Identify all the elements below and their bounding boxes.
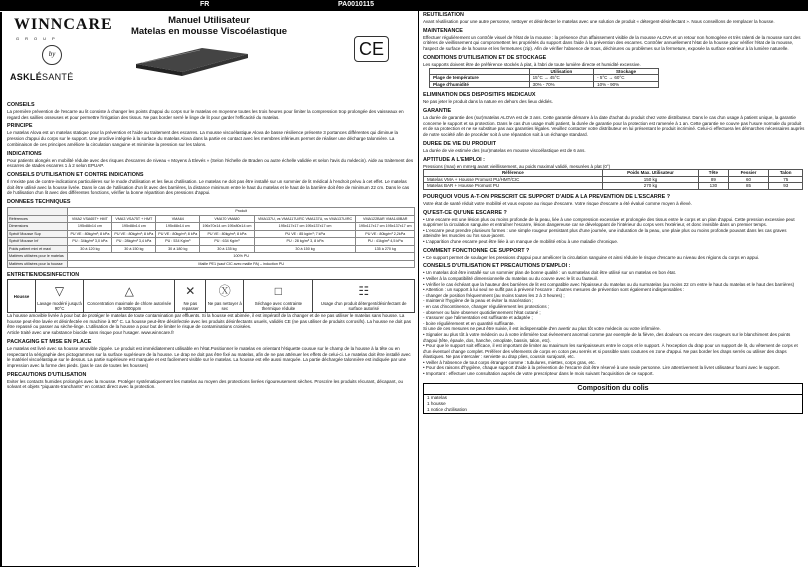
- storage-table: [429, 68, 659, 89]
- section-text: La durée de vie estimée des (sur)matelas en mousse viscoélastique est de 6 ans.: [423, 147, 586, 153]
- section-heading: MAINTENANCE: [423, 27, 463, 34]
- list-item: Si une de ces mesures ne peut être suivie, il est indispensable d'en avertir au plus tôt votre médecin ou votre infirmière.: [423, 326, 661, 332]
- tumble-dry-icon: □: [274, 284, 283, 299]
- table-row: Plage d'humidité 30% - 70% 10% - 90%: [430, 81, 659, 88]
- list-item: 1 matelas: [427, 394, 447, 400]
- pressure-table: [423, 169, 803, 190]
- section-text: La housse amovible livrée à pour but de protéger le matelas de toute contamination par effluents. Si la housse est abimée, il est impératif de la changer et de ne pas utiliser le matelas sans housse. La housse peut-être lavée et désinfectée en machine à 90° C. La housse peut-être désinfectée avec les produits désinfectants usuels, validés CE (ne pas utiliser de produits corrosifs). La housse ne doit pas être repassé ou passer au sèche-linge. L'utilisation de la housse a pour but de limiter le risque de contaminations croisées.: [7, 313, 412, 330]
- list-item: • Une escarre est une lésion plus ou moins profonde de la peau, liée à une compression excessive et prolongée des tissus entre le corps et un plan d'appui. Cette pression excessive peut supprimer la circulation sanguine et entraîner l'escarre, lésion dangereuse car se développant de l'intérieur du corps vers l'extérieur, et donc invisible dans un premier temps.: [423, 216, 795, 228]
- section-heading: COMMENT FONCTIONNE CE SUPPORT ?: [423, 247, 530, 254]
- section-text: Pour patients alongés en mobilité réduite avec des risques d'escarres de niveau « Moyens à Elevés » (Selon l'échelle de Braden ou autre échelle validée et selon l'avis du médecin). Aide au traitement des escarres de stades escarres 1 à 2 selon EPUAP.: [7, 157, 414, 169]
- no-dry-clean-icon: Ⓧ: [218, 284, 231, 299]
- table-row: Références VMA2 VSA65T+ HMT VMA3 VSA75T + HMT VMA64 VMA70 VMA80 VMA137U, vs VMA117U/RC VMA137U, vs VMA137U/RC VMA122BAR VMA140BAR: [8, 215, 415, 223]
- disinfectant-icon: ☷: [358, 284, 370, 299]
- housse-label: Housse: [8, 280, 36, 313]
- list-item: • Veiller à l'absence de tout corps étranger comme : tubulures, miettes, corps gras, etc.: [423, 359, 596, 365]
- section-heading: CONSEILS: [7, 102, 35, 108]
- header-bar: [0, 0, 808, 11]
- list-item: • Vérifier le cas échéant que la hauteur des barrières de lit est compatible avec l'épaisseur du matelas ou du surmatelas (au moins 22 cm entre le haut du matelas et le haut des barrières): [423, 281, 795, 287]
- table-row: Spécif Mousse Inf PU : 34kg/m³ 3,0 kPa PU : 28kg/m³ 3,4 kPa PU : 534 Kg/m³ PU : 634 Kg/m³ PU : 28 kg/m³ 3, 8 kPa PU : 41kg/m³ 4,5 kPa: [8, 238, 415, 246]
- section-text: Article traité avec une substance biocide sans risque pour l'usager. www.winncare.fr: [7, 330, 174, 336]
- section-text: La première prévention de l'escarre au lit consiste à changer les points d'appui du corps sur le matelas en moyenne toutes les trois heures pour limiter la compression trop prolongée des vaisseaux en regard des saillies osseuses et pour permettre l'irrigation des tissus. Ne pas border serré le linge de lit pour garder l'efficacité du matelas.: [7, 109, 404, 120]
- list-item: - changer de position fréquemment (au moins toutes les 2 à 3 heures) ;: [423, 292, 565, 298]
- language-code: FR: [200, 1, 210, 8]
- section-heading: DUREE DE VIE DU PRODUIT: [423, 140, 497, 147]
- mattress-illustration-icon: [132, 42, 252, 78]
- technical-data-table: [7, 207, 415, 268]
- by-badge: by: [42, 45, 62, 65]
- section-heading: REUTILISATION: [423, 12, 464, 18]
- section-heading: CONSEILS D'UTILISATION ET CONTRE INDICATIONS: [7, 171, 144, 178]
- section-text: Les supports doivent être de préférence stockés à plat, à l'abri de toute lumière directe et humidité excessive.: [423, 61, 641, 67]
- section-heading: ELIMINATION DES DISPOSITIFS MEDICAUX: [423, 92, 536, 99]
- table-row: Matières utilisées pour le matelas 100% PU: [8, 253, 415, 261]
- section-heading: PRINCIPE: [7, 123, 33, 130]
- list-item: • Important : effectuer une consultation auprès de votre prescripteur dans le mois suivant l'acquisition de ce support.: [423, 371, 654, 377]
- list-item: 1 housse: [427, 400, 446, 406]
- table-row: Matières utilisées pour la housse Maille PE1 (sauf CIC avec maille PA) – induction PU: [8, 260, 415, 268]
- section-text: Le matelas Alova est un matelas statique pour la prévention et l'aide au traitement des escarres. La mousse viscoélastique Alova de basse résilience présente 3 portances différentes qui diminue la pression d'appui du corps sur le support. Une proclive intégrée à la surface du matelas Alova dans la partie en contact avec les membres inférieurs permet de réaliser une décharge talonnière. La combinaison de ces principes améliore la circulation sanguine et minimise la pression sur les talons.: [7, 130, 399, 147]
- section-text: La durée de garantie des (sur)matelas ALOVA est de 3 ans. Cette garantie démarre à la date d'achat du produit chez votre distributeur. Dans le cas d'un usage à patient unique, la garantie concerne le support et sa protection. Dans le cas d'un usage multi patient, la durée de garantie pour la protection est ramenée à 1 an. Cette garantie ne couvre pas l'usure normale du produit et de sa protection et ne se substitue pas aux garanties légales. Veuillez contacter votre distributeur en lui présentant le produit incriminé. Celui-ci effectuera les démarches nécessaires auprès de notre société afin de procéder soit à une réparation soit à un échange standard.: [423, 115, 805, 138]
- list-item: • Un matelas doit être installé sur un sommier plan de bonne qualité : un surmatelas doit être utilisé sur un matelas en bon état.: [423, 270, 676, 276]
- section-text: Ne pas jeter le produit dans la nature en dehors des lieux dédiés.: [423, 99, 553, 105]
- column-divider: [418, 0, 419, 567]
- brand-block: [8, 12, 113, 90]
- manual-title: Manuel Utilisateur: [168, 15, 250, 26]
- section-text: Pressions (max) en mmHg avant vieillissement, au poids maximal validé, mesurées à plat (0°): [423, 163, 611, 169]
- table-row: Poids patient mini et maxi 30 à 120 kg 30 à 150 kg 30 à 180 kg 30 à 135 kg 30 à 150 kg 135 à 270 kg: [8, 245, 415, 253]
- product-title: Matelas en mousse Viscoélastique: [130, 26, 288, 37]
- package-contents-title: Composition du colis: [424, 384, 802, 395]
- list-item: - s'assurer que l'alimentation est suffisante et adaptée ;: [423, 315, 533, 321]
- document-reference: PA0010115: [338, 1, 375, 8]
- list-item: • Pour que le support soit efficace, il est important de limiter au maximum les surépaisseurs entre le corps et le support. À l'exception du drap pour un support de lit, du vêtement de corps et d'un éventuel change complet. Préférer des vêtements de corps en coton peu serrés et si possible sans coutures en zone d'appui. Ne pas border les draps serrés ou utiliser des draps élastiques. Ne pas intercaler : serviette ou drap plies, coussin surajouté, etc.: [423, 343, 798, 360]
- section-heading: ENTRETIEN/DESINFECTION: [7, 272, 80, 279]
- section-text: Il n'existe pas de contre-indications particulières sur le mode d'utilisation et les lieux d'utilisation. Le matelas ne doit pas être installé sur un sommier de lit médical à l'endroit prévu à cet effet. Le matelas doit être utilisé avec la housse livrée. Dans le cas de l'utilisation d'un lit avec des barrières, la distance minimum entre le haut du matelas et le haut de la barrière doit être de minimum 22 cm. Dans le cas de l'utilisation d'un lit avec des différentes fonctions, vérifier la bonne répartition des pressions d'appui.: [7, 178, 410, 196]
- askle-sante-logo: ASKLÉSANTÉ: [10, 72, 74, 82]
- list-item: - maintenir l'hygiène de la peau et éviter la macération ;: [423, 298, 534, 304]
- table-row: Référence Poids Max. Utilisateur Tête Fessier Talon: [424, 170, 803, 177]
- list-item: • L'escarre peut prendre plusieurs formes : une simple rougeur persistant plus d'une journée, une induration de la peau, une plaie plus ou moins profonde pouvant dans les cas graves atteindre les muscles ou l'os sous-jacent.: [423, 227, 787, 239]
- left-content: [7, 99, 415, 390]
- table-header: Produit: [68, 208, 415, 216]
- table-row: Plage de température 15°C → 45°C - 5°C → 60°C: [430, 75, 659, 82]
- table-row: Spécif Mousse Sup PU VE : 80kg/m³; 8 kPa PU VE : 80kg/m³; 8 kPa PU VE : 80kg/m³; 8 kPa PU VE : 80kg/m³; 8 kPa PU VE : 85 kg/m³; 7 kPa PU VE : 80kg/m³ 2,2kPa: [8, 230, 415, 238]
- winncare-logo: WINNCARE: [14, 16, 113, 33]
- ce-mark: CE: [354, 36, 389, 62]
- section-heading: PACKAGING ET MISE EN PLACE: [7, 338, 92, 345]
- left-column: [0, 12, 416, 567]
- list-item: • Pour des raisons d'hygiène, chaque support d'aide à la prévention de l'escarre doit être réservé à une seule personne. Lire attentivement la livret utilisateur fourni avec le support.: [423, 365, 780, 371]
- section-heading: QU'EST-CE QU'UNE ESCARRE ?: [423, 209, 507, 216]
- right-column: [421, 12, 808, 567]
- list-item: • L'apparition d'une escarre peut être liée à un manque de mobilité et/ou à une maladie chronique.: [423, 239, 619, 245]
- list-item: - en cas d'incontinence, changer régulièrement les protections ;: [423, 303, 550, 309]
- table-row: Matelas BAR + Housse Promust PU 270 kg 130 85 93: [424, 183, 803, 190]
- precautions-list: [423, 270, 805, 376]
- title-block: [110, 15, 308, 37]
- list-item: • Veiller à la compatibilité dimensionnelle du matelas ou du couvre avec le lit ou fauteuil.: [423, 275, 598, 281]
- no-iron-icon: ✕: [185, 284, 196, 299]
- section-heading: GARANTIE: [423, 108, 452, 114]
- section-heading: CONDITIONS D'UTILISATION ET DE STOCKAGE: [423, 54, 547, 61]
- escarre-list: [423, 217, 805, 245]
- section-text: Eviter les contacts humides prolongés avec la mousse. Protéger systématiquement les matelas au moyen des protections livrées rigoureusement sèches. Proscrire les produits récurant, décapant, ou solvant et objets "piquants-tranchants" en contact direct avec la protection.: [7, 378, 403, 390]
- section-text: Avant réutilisation pour une autre personne, nettoyer et désinfecter le matelas avec une solution de produit « détergent-désinfectant ». Nous conseillons de remplacer la housse.: [423, 19, 775, 24]
- care-symbols-table: [7, 279, 415, 313]
- package-contents-box: [423, 383, 803, 414]
- list-item: • Attention : un support à lui seul ne suffit pas à prévenir l'escarre : d'autres mesures de prévention sont également indispensables :: [423, 287, 685, 293]
- list-item: • Signaler au plus tôt à votre médecin ou à votre infirmière tout évènement anormal comme par exemple de la fièvre, des douleurs ou encore des rougeurs sur le blanchiment des points d'appui (tête, épaule, dos, hanche, omoplate, bassin, talon, etc).: [423, 331, 791, 343]
- winncare-tagline: GROUP: [16, 36, 61, 41]
- chlorine-icon: △: [124, 284, 134, 299]
- list-item: - boire régulièrement et en quantité suffisante.: [423, 320, 515, 326]
- table-row: Utilisation Stockage: [430, 68, 659, 75]
- section-text: • Ce support permet de soulager les pressions d'appui pour améliorer la circulation sanguine et ainsi réduire le risque d'escarre au niveau des régions du corps en appui.: [423, 254, 760, 260]
- right-content: [423, 12, 805, 414]
- list-item: 1 notice d'utilisation: [427, 406, 467, 412]
- list-item: - observer ou faire observer quotidiennement l'état cutané ;: [423, 309, 541, 315]
- section-text: Votre état de santé réduit votre mobilité et vous expose au risque d'escarre. Votre risque d'escarre a été évalué comme moyen à élevé.: [423, 201, 692, 206]
- table-row: Dimensions 195x88x14 cm 195x88x14 cm 195x88x14 cm 196x70x14 cm 195x80x14 cm 195x117x17 cm 195x137x17 cm 195x117x17 cm 195x137x17 cm: [8, 223, 415, 231]
- section-text: Effectuer régulièrement un contrôle visuel de l'état de la mousse : la présence d'un affaissement visible de la mousse ALOVA et un retour non homogène et très ralenti de la mousse sont des critères de vieillissement qui compromettent les propriétés du support dans l'aide à la prévention des escarres. Contrôler annuellement l'état de la housse pour vérifier l'état de la mousse, l'aspect de surface de la housse et les fermetures (zip). Afin de vérifier l'absence de trous, déchirures ou problèmes sur la fermeture, exposée la surface extérieur à la lumière naturelle.: [423, 34, 801, 52]
- section-heading: INDICATIONS: [7, 150, 42, 157]
- section-heading: CONSEILS D'UTILISATION ET PRECAUTIONS D'EMPLOI :: [423, 263, 571, 270]
- table-row: Matelas VMA + Housse Promust PU/HMT/CIC 150 kg 89 60 75: [424, 176, 803, 183]
- wash-90-icon: ▽: [54, 284, 65, 299]
- table-row: Housse ▽ Lavage modéré jusqu'à 90°C △ Concentration maximale de chlore autorisée de 5000ppm ✕ Ne pas repasser Ⓧ Ne pas nettoyer à sec □ Séchage avec contrainte thermique réduite ☷ Usage d'un produit détergent/désinfectant de surface autorisé: [8, 280, 415, 313]
- section-heading: DONNEES TECHNIQUES: [7, 199, 71, 206]
- section-heading: PRECAUTIONS D'UTILISATION: [7, 371, 87, 378]
- section-heading: APTITUDE A L'EMPLOI :: [423, 156, 485, 163]
- section-heading: POURQUOI VOUS A-T-ON PRESCRIT CE SUPPORT D'AIDE A LA PREVENTION DE L'ESCARRE ?: [423, 194, 671, 200]
- section-text: Le matelas est livré avec sa housse amovible zippée. Le produit est immédiatement utilisable en l'état.Positionner le matelas en orientant l'étiquette cousue sur le champ de la housse à la tête ou en respectant la sérigraphie des pictogrammes sur la surface supérieure de la housse. Le drap ne doit pas être fixé au matelas, afin de ne pas atténuer les effets de celui-ci. Le matelas doit être installé avec le matériel viscoélastique sur le dessus. La partie supérieure est marquée et est facilement visible sur le matelas. La housse est elle aussi marquée. La partie déchargée talonnière est indiquée par une impression avec la forme des pieds. (pas le cas de toutes les housses): [7, 345, 411, 368]
